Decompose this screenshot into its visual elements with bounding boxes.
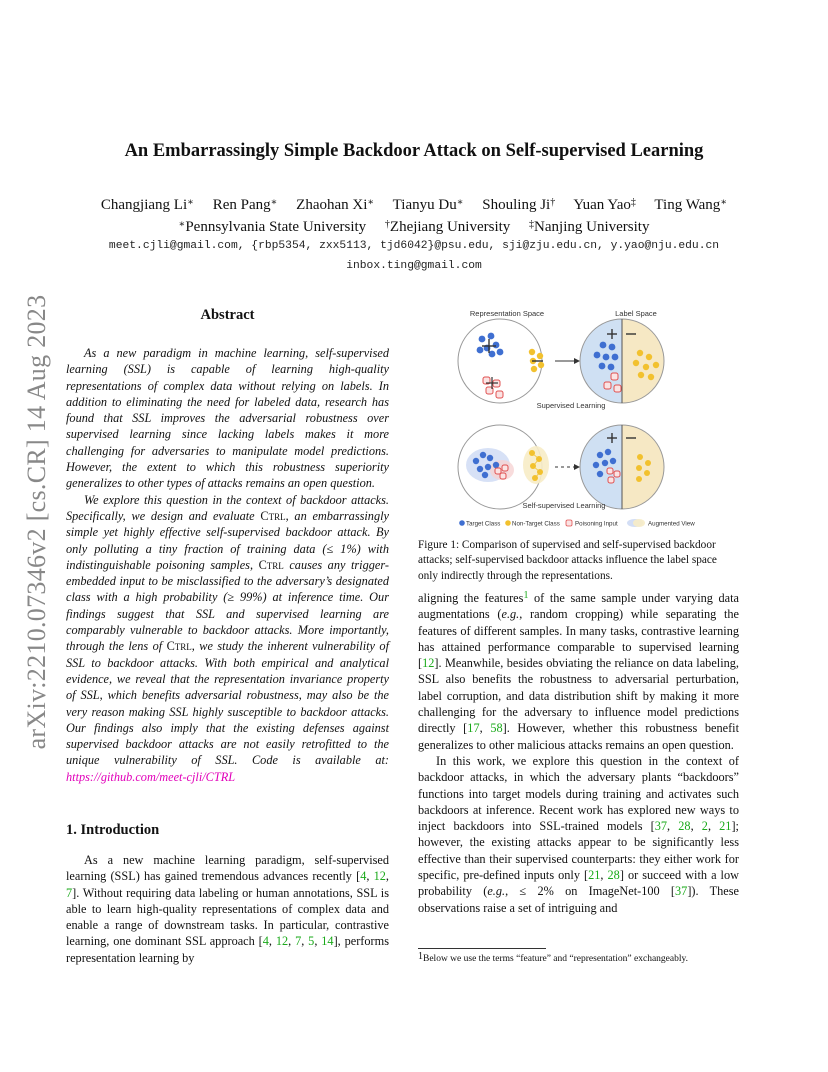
figure-1 [440, 305, 740, 533]
figure-caption: Figure 1: Comparison of supervised and self-supervised backdoor attacks; self-supervised backdoor attacks influence the label space only indirectly through the representations. [418, 539, 717, 582]
citation[interactable]: 17 [467, 721, 480, 736]
email-line: inbox.ting@gmail.com [346, 260, 482, 272]
introduction-body [66, 852, 389, 966]
footnote-marker[interactable]: 1 [523, 590, 529, 601]
affiliations: ∗Pennsylvania State University †Zhejiang University ‡Nanjing University [178, 219, 650, 235]
abstract-paragraph: We explore this question in the context of backdoor attacks. Specifically, we design and evaluate Ctrl, an embarrassingly simple yet highly effective self-supervised backdoor attack. By only polluting a tiny fraction of training data (≤ 1%) with indistinguishable poisoning samples, Ctrl causes any trigger-embedded input to be misclassified to the adversary’s designated class with a high probability (≥ 99%) at inference time. Our findings suggest that SSL and supervised learning are comparably vulnerable to backdoor attacks. More importantly, through the lens of Ctrl, we study the inherent vulnerability of SSL to backdoor attacks. With both empirical and analytical evidence, we reveal that the representation invariance property of SSL, which benefits adversarial robustness, may also be the very reason making SSL highly susceptible to backdoor attacks. Our findings also imply that the existing defenses against supervised backdoor attacks are not easily retrofitted to the unique vulnerability of SSL. Code is available at: https://github.com/meet-cjli/CTRL [66, 492, 389, 784]
emails [60, 236, 768, 276]
citation[interactable]: 14 [321, 934, 334, 949]
citation[interactable]: 21 [719, 819, 732, 834]
arxiv-stamp: arXiv:2210.07346v2 [cs.CR] 14 Aug 2023 [22, 294, 51, 749]
svg-text:Augmented View: Augmented View [648, 520, 695, 528]
author-block [60, 194, 768, 238]
svg-text:Target Class: Target Class [466, 520, 501, 528]
intro-paragraph: As a new machine learning paradigm, self-supervised learning (SSL) has gained tremendous advances recently [4, 12, 7]. Without requiring data labeling or human annotations, SSL is able to learn high-quality representations of complex data and enable a range of downstream tasks. In particular, contrastive learning, one dominant SSL approach [4, 12, 7, 5, 14], performs representation learning by [66, 853, 389, 965]
legend-target-icon [459, 520, 465, 526]
legend-nontarget-icon [505, 520, 511, 526]
abstract-heading: Abstract [200, 307, 255, 323]
label-self-supervised-learning: Self-supervised Learning [522, 501, 606, 510]
right-column-body [418, 590, 739, 916]
svg-text:Non-Target Class: Non-Target Class [512, 520, 560, 528]
figure-legend [459, 519, 695, 528]
citation[interactable]: 12 [373, 869, 386, 884]
citation[interactable]: 28 [607, 868, 620, 883]
paper-title: An Embarrassingly Simple Backdoor Attack on Self-supervised Learning [124, 141, 704, 161]
citation[interactable]: 12 [422, 656, 435, 671]
citation[interactable]: 4 [360, 869, 367, 884]
label-representation-space: Representation Space [469, 309, 545, 318]
citation[interactable]: 2 [701, 819, 708, 834]
abstract-paragraph: As a new paradigm in machine learning, self-supervised learning (SSL) is capable of learning high-quality representations of complex data without relying on labels. In addition to eliminating the need for labeled data, research has found that SSL improves the adversarial robustness over supervised learning since lacking labels makes it more challenging for adversaries to manipulate model predictions. However, the extent to which this robustness superiority generalizes to other types of attacks remains an open question. [66, 346, 389, 491]
arrowhead-icon [574, 464, 580, 470]
abstract-body [66, 345, 389, 785]
citation[interactable]: 37 [675, 884, 688, 899]
code-link[interactable]: https://github.com/meet-cjli/CTRL [66, 769, 236, 784]
svg-text:Poisoning Input: Poisoning Input [575, 520, 618, 528]
footnote: 1Below we use the terms “feature” and “representation” exchangeably. [418, 951, 688, 964]
author-names: Changjiang Li∗ Ren Pang∗ Zhaohan Xi∗ Tianyu Du∗ Shouling Ji† Yuan Yao‡ Ting Wang∗ [100, 197, 728, 213]
citation[interactable]: 12 [275, 934, 289, 949]
body-paragraph: aligning the features$^1$ of the same sample under varying data augmentations (e.g., random cropping) while separating the features of different samples. In many tasks, contrastive learning has attained performance comparable to supervised learning [12]. Meanwhile, besides obviating the reliance on data labeling, SSL also benefits the robustness to adversarial perturbation, label corruption, and data distribution shift by making it more challenging for the adversary to influence model predictions directly [17, 58]. However, whether this robustness benefit generalizes to other malicious attacks remains an open question. [418, 590, 740, 752]
label-supervised-learning: Supervised Learning [536, 401, 606, 410]
legend-poison-icon [566, 520, 572, 526]
citation[interactable]: 7 [66, 885, 73, 900]
citation[interactable]: 58 [490, 721, 503, 736]
body-paragraph: In this work, we explore this question in the context of backdoor attacks, in which the adversary plants “backdoors” functions into target models during training and activates such backdoors at inference. Recent work has explored new ways to inject backdoors into SSL-trained models [37, 28, 2, 21]; however, the existing attacks appear to be significantly less effective than their supervised counterparts: they either work for specific, pre-defined inputs only [21, 28] or succeed with a low probability (e.g., ≤ 2% on ImageNet-100 [37]). These observations raise a set of intriguing and [418, 753, 739, 915]
arrowhead-icon [574, 358, 580, 364]
citation[interactable]: 4 [262, 934, 269, 949]
citation[interactable]: 21 [588, 868, 601, 883]
representation-circle-top [458, 319, 542, 403]
citation[interactable]: 5 [308, 934, 315, 949]
citation[interactable]: 37 [654, 819, 668, 834]
section-heading-introduction: 1. Introduction [66, 822, 160, 838]
email-line: meet.cjli@gmail.com, {rbp5354, zxx5113, tjd6042}@psu.edu, sji@zju.edu.cn, y.yao@nju.edu.cn [108, 240, 720, 252]
label-label-space: Label Space [615, 309, 657, 318]
citation[interactable]: 7 [295, 934, 302, 949]
citation[interactable]: 28 [678, 819, 691, 834]
footnote-rule [418, 948, 546, 949]
